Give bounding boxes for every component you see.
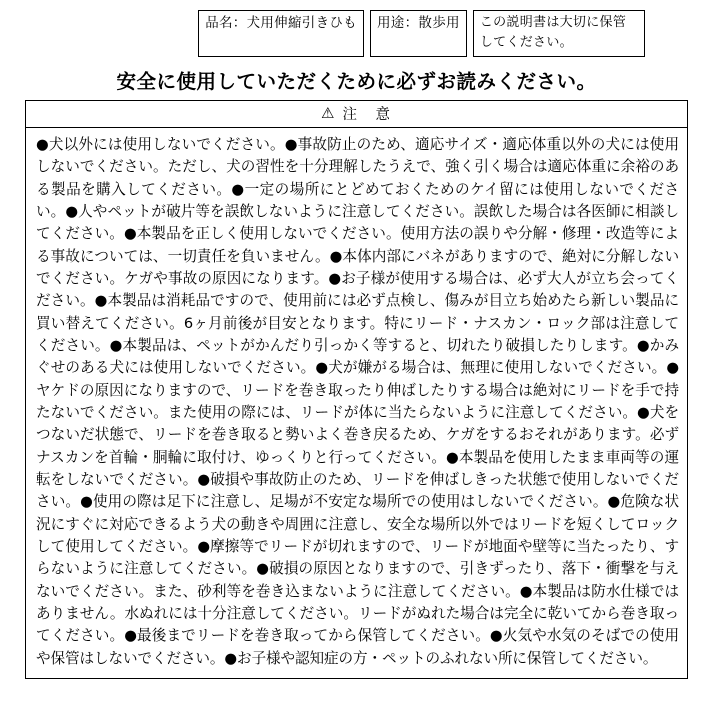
usage-cell: 用途：散歩用 <box>370 10 467 57</box>
warning-triangle-icon: ⚠ <box>321 104 337 122</box>
header-row <box>146 10 697 57</box>
caution-heading <box>26 101 687 128</box>
page-title: 安全に使用していただくために必ずお読みください。 <box>116 70 597 93</box>
caution-box <box>25 100 688 679</box>
caution-body <box>26 128 687 678</box>
caution-text: ●犬以外には使用しないでください。●事故防止のため、適応サイズ・適応体重以外の犬には使用しないでください。ただし、犬の習性を十分理解したうえで、強く引く場合は適応体重に余裕のある製品を購入してください。●一定の場所にとどめておくためのケイ留には使用しないでください。●人やペットが破片等を誤飲しないように注意してください。誤飲した場合は各医師に相談してください。●本製品を正しく使用しないでください。使用方法の誤りや分解・修理・改造等による事故については、一切責任を負いません。●本体内部にバネがありますので、絶対に分解しないでください。ケガや事故の原因になります。●お子様が使用する場合は、必ず大人が立ち会ってください。●本製品は消耗品ですので、使用前には必ず点検し、傷みが目立ち始めたら新しい製品に買い替えてください。6ヶ月前後が目安となります。特にリード・ナスカン・ロック部は注意してください。●本製品は、ペットがかんだり引っかく等すると、切れたり破損したりします。●かみぐせのある犬には使用しないでください。●犬が嫌がる場合は、無理に使用しないでください。●ヤケドの原因になりますので、リードを巻き取ったり伸ばしたりする場合は絶対にリードを手で持たないでください。また使用の際には、リードが体に当たらないように注意してください。●犬をつないだ状態で、リードを巻き取ると勢いよく巻き戻るため、ケガをするおそれがあります。必ずナスカンを首輪・胴輪に取付け、ゆっくりと行ってください。●本製品を使用したまま車両等の運転をしないでください。●破損や事故防止のため、リードを伸ばしきった状態で使用しないでください。●使用の際は足下に注意し、足場が不安定な場所での使用はしないでください。●危険な状況にすぐに対応できるよう犬の動きや周囲に注意し、安全な場所以外ではリードを短くしてロックして使用してください。●摩擦等でリードが切れますので、リードが地面や壁等に当たったり、すらないように注意してください。●破損の原因となりますので、引きずったり、落下・衝撃を与えないでください。また、砂利等を巻き込まないように注意してください。●本製品は防水仕様ではありません。水ぬれには十分注意してください。リードがぬれた場合は完全に乾いてから巻き取ってください。●最後までリードを巻き取ってから保管してください。●火気や水気のそばでの使用や保管はしないでください。●お子様や認知症の方・ペットのふれない所に保管してください。 <box>36 136 679 667</box>
keep-notice-cell: この説明書は大切に保管してください。 <box>473 10 645 57</box>
product-name-cell: 品名：犬用伸縮引きひも <box>198 10 364 57</box>
caution-heading-label: 注 意 <box>342 107 392 123</box>
